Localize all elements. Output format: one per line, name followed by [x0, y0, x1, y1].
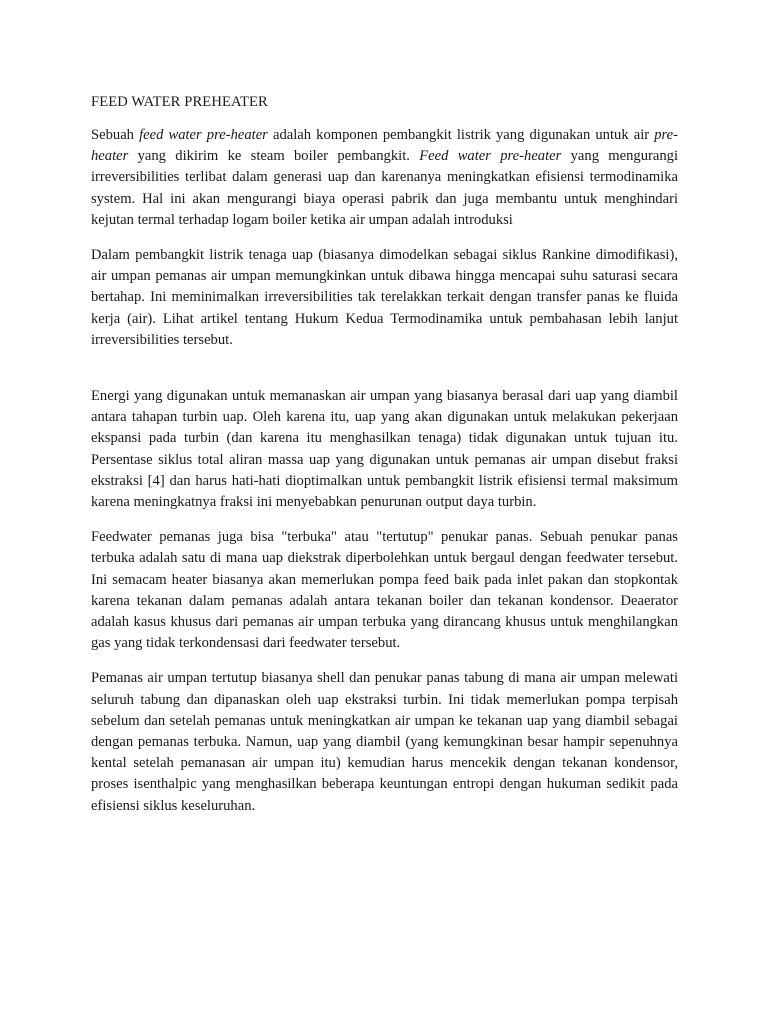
paragraph-rankine: Dalam pembangkit listrik tenaga uap (biasanya dimodelkan sebagai siklus Rankine dimodifikasi), air umpan pemanas air umpan memungkinkan untuk dibawa hingga mencapai suhu saturasi secara bertahap. Ini meminimalkan irreversibilities tak terelakkan terkait dengan transfer panas ke fluida kerja (air). Lihat artikel tentang Hukum Kedua Termodinamika untuk pembahasan lebih lanjut irreversibilities tersebut.: [91, 247, 678, 348]
paragraph-intro-text-1: Sebuah: [91, 127, 140, 143]
paragraph-energy: Energi yang digunakan untuk memanaskan air umpan yang biasanya berasal dari uap yang diambil antara tahapan turbin uap. Oleh karena itu, uap yang akan digunakan untuk melakukan pekerjaan ekspansi pada turbin (dan karena itu menghasilkan tenaga) tidak digunakan untuk tujuan itu. Persentase siklus total aliran massa uap yang digunakan untuk pemanas air umpan disebut fraksi ekstraksi [4] dan harus hati-hati dioptimalkan untuk pembangkit listrik efisiensi termal maksimum karena meningkatnya fraksi ini menyebabkan penurunan output daya turbin.: [91, 388, 678, 511]
paragraph-intro-italic-2: pre-heater: [91, 127, 678, 165]
paragraph-intro-text-2: adalah komponen pembangkit listrik yang digunakan untuk air: [267, 127, 655, 143]
paragraph-open-heater: Feedwater pemanas juga bisa "terbuka" atau "tertutup" penukar panas. Sebuah penukar panas terbuka adalah satu di mana uap diekstrak diperbolehkan untuk bergaul dengan feedwater tersebut. Ini semacam heater biasanya akan memerlukan pompa feed baik pada inlet pakan dan stopkontak karena tekanan dalam pemanas adalah antara tekanan boiler dan tekanan kondensor. Deaerator adalah kasus khusus dari pemanas air umpan terbuka yang dirancang khusus untuk menghilangkan gas yang tidak terkondensasi dari feedwater tersebut.: [91, 529, 678, 652]
paragraph-intro-text-3: yang dikirim ke steam boiler pembangkit.: [128, 148, 420, 165]
document-title: FEED WATER PREHEATER: [91, 94, 268, 110]
paragraph-intro-text-4: yang mengurangi irreversibilities terlibat dalam generasi uap dan karenanya meningkatkan efisiensi termodinamika system. Hal ini akan mengurangi biaya operasi pabrik dan juga membantu untuk menghindari kejutan termal terhadap logam boiler ketika air umpan adalah introduksi: [91, 148, 679, 228]
paragraph-intro-italic-1: feed water pre-heater: [139, 127, 268, 143]
document-page: [91, 92, 678, 831]
paragraph-intro-italic-3: Feed water pre-heater: [419, 148, 562, 165]
paragraph-intro: [91, 125, 678, 231]
paragraph-closed-heater: Pemanas air umpan tertutup biasanya shell dan penukar panas tabung di mana air umpan melewati seluruh tabung dan dipanaskan oleh uap ekstraksi turbin. Ini tidak memerlukan pompa terpisah sebelum dan setelah pemanas untuk meningkatkan air umpan ke tekanan uap yang diambil sebagai dengan pemanas terbuka. Namun, uap yang diambil (yang kemungkinan besar hampir sepenuhnya kental setelah pemanasan air umpan itu) kemudian harus mencekik dengan tekanan kondensor, proses isenthalpic yang menghasilkan beberapa keuntungan entropi dengan hukuman sedikit pada efisiensi siklus keseluruhan.: [91, 670, 678, 814]
